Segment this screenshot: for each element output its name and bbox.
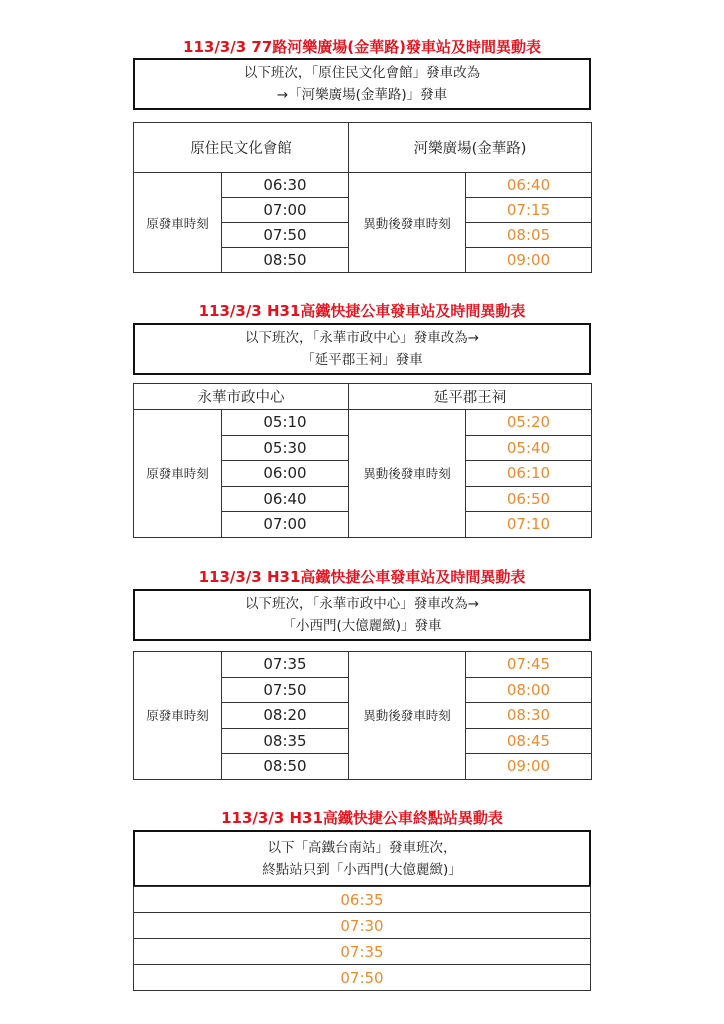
new-time: 05:20 [466, 410, 592, 436]
new-time: 06:50 [466, 486, 592, 512]
section-1-notice-line-1: 以下班次，「原住民文化會館」發車改為 [243, 65, 481, 81]
new-time: 05:40 [466, 435, 592, 461]
orig-time-label: 原發車時刻 [134, 173, 222, 273]
section-3-notice [133, 589, 591, 641]
new-time: 06:10 [466, 461, 592, 487]
orig-time: 05:30 [222, 435, 349, 461]
orig-time-label: 原發車時刻 [134, 652, 222, 780]
new-time: 07:30 [134, 913, 591, 939]
orig-time: 07:35 [222, 652, 349, 678]
new-time-label: 異動後發車時刻 [349, 173, 466, 273]
section-2-title: 113/3/3 H31高鐵快捷公車發車站及時間異動表 [198, 302, 526, 320]
orig-time: 08:50 [222, 754, 349, 780]
section-4-notice-line-1: 以下「高鐵台南站」發車班次， [267, 840, 457, 856]
orig-time: 06:40 [222, 486, 349, 512]
section-3-notice-line-1: 以下班次，「永華市政中心」發車改為→ [244, 596, 480, 612]
new-time: 09:00 [466, 248, 592, 273]
orig-station-header: 永華市政中心 [134, 384, 349, 410]
new-time: 08:45 [466, 728, 592, 754]
section-1-table [133, 122, 592, 273]
new-time: 08:00 [466, 677, 592, 703]
new-time: 07:35 [134, 939, 591, 965]
section-2-table [133, 383, 592, 538]
orig-time: 07:00 [222, 512, 349, 538]
section-3-table [133, 651, 592, 780]
new-time: 07:10 [466, 512, 592, 538]
new-time-label: 異動後發車時刻 [349, 410, 466, 538]
new-time: 06:35 [134, 887, 591, 913]
section-2-notice-line-2: 「延平郡王祠」發車 [301, 352, 423, 368]
section-4-notice [133, 830, 591, 887]
new-time: 06:40 [466, 173, 592, 198]
orig-time: 08:35 [222, 728, 349, 754]
section-4-notice-line-2: 終點站只到「小西門(大億麗緻)」 [262, 862, 462, 878]
section-1-notice [133, 58, 591, 110]
section-3-notice-line-2: 「小西門(大億麗緻)」發車 [282, 618, 442, 634]
orig-time: 08:20 [222, 703, 349, 729]
orig-time-label: 原發車時刻 [134, 410, 222, 538]
section-1-notice-line-2: →「河樂廣場(金華路)」發車 [276, 87, 448, 103]
new-time: 07:15 [466, 198, 592, 223]
section-3-title: 113/3/3 H31高鐵快捷公車發車站及時間異動表 [198, 568, 526, 586]
orig-time: 06:00 [222, 461, 349, 487]
section-4-title: 113/3/3 H31高鐵快捷公車終點站異動表 [221, 809, 503, 827]
orig-time: 05:10 [222, 410, 349, 436]
orig-time: 06:30 [222, 173, 349, 198]
section-4-table [133, 886, 591, 991]
orig-time: 08:50 [222, 248, 349, 273]
new-time: 08:30 [466, 703, 592, 729]
orig-time: 07:00 [222, 198, 349, 223]
orig-time: 07:50 [222, 677, 349, 703]
new-station-header: 河樂廣場(金華路) [349, 123, 592, 173]
section-2-notice [133, 323, 591, 375]
orig-station-header: 原住民文化會館 [134, 123, 349, 173]
new-time-label: 異動後發車時刻 [349, 652, 466, 780]
orig-time: 07:50 [222, 223, 349, 248]
new-station-header: 延平郡王祠 [349, 384, 592, 410]
new-time: 09:00 [466, 754, 592, 780]
new-time: 08:05 [466, 223, 592, 248]
section-1-title: 113/3/3 77路河樂廣場(金華路)發車站及時間異動表 [183, 38, 541, 56]
new-time: 07:50 [134, 965, 591, 991]
new-time: 07:45 [466, 652, 592, 678]
section-2-notice-line-1: 以下班次，「永華市政中心」發車改為→ [244, 330, 480, 346]
